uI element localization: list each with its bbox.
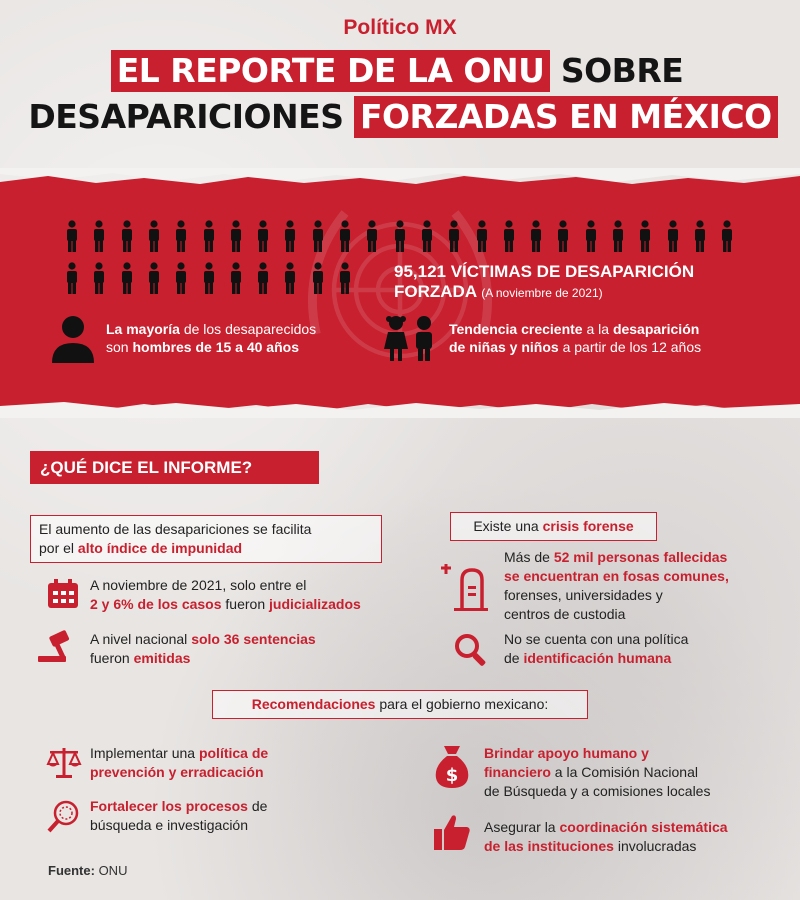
sentences-text-1: A nivel nacional [90,631,192,647]
rec2-text [90,797,267,835]
identification-text-2: de [504,650,524,666]
bodies-text-3: centros de custodia [504,606,626,622]
search-process-icon [46,798,82,834]
person-icon [365,220,379,252]
person-icon [174,220,188,252]
person-icon [475,220,489,252]
recommendations-text: para el gobierno mexicano: [375,696,549,712]
children-icon [380,313,440,363]
scales-icon [46,744,82,780]
forensic-text-1: Existe una [473,518,543,534]
rec1-strong-2: prevención y erradicación [90,764,264,780]
bodies-text-2: forenses, universidades y [504,587,663,603]
men-strong-1: La mayoría [106,321,180,337]
title-word-sobre: SOBRE [560,51,684,90]
brand-logo: Político MX [343,16,457,39]
person-icon [556,220,570,252]
section-title: ¿QUÉ DICE EL INFORME? [30,451,319,484]
person-icon [229,262,243,294]
judicial-strong-1: 2 y 6% de los casos [90,596,222,612]
men-stat [106,320,316,356]
person-icon [256,220,270,252]
forensic-box [450,512,657,541]
men-strong-2: hombres de 15 a 40 años [132,339,299,355]
rec4-text-1: Asegurar la [484,819,560,835]
man-bust-icon [50,313,96,363]
kids-strong-2: desaparición [612,321,700,337]
person-icon [202,262,216,294]
rec1-strong-1: política de [198,745,269,761]
victims-label-2: FORZADA [394,282,477,301]
rec2-text-2: búsqueda e investigación [90,817,249,833]
person-icon [311,262,325,294]
gavel-icon [36,630,82,664]
judicial-text [90,576,361,614]
bodies-text [504,548,729,624]
title-line-2 [0,96,800,138]
victims-number: 95,121 [394,262,446,281]
money-bag-icon [432,744,472,790]
person-icon [420,220,434,252]
judicial-text-2: fueron [221,596,270,612]
rec3-strong-2: financiero [484,764,551,780]
person-icon [147,262,161,294]
kids-text-2: a partir de los 12 años [558,339,702,355]
svg-text:$: $ [445,765,459,786]
men-text-1: de los desaparecidos [179,321,317,337]
person-icon [720,220,734,252]
calendar-icon [46,578,80,610]
rec4-strong-2: de las instituciones [484,838,614,854]
person-icon [65,262,79,294]
sentences-text-2: fueron [90,650,134,666]
rec3-text-2: de Búsqueda y a comisiones locales [484,783,711,799]
person-icon [283,262,297,294]
bodies-strong-2: se encuentran en fosas comunes, [504,568,729,584]
identification-text [504,630,688,668]
rec4-text [484,818,728,856]
person-icon [638,220,652,252]
sentences-text [90,630,316,668]
person-icon [693,220,707,252]
rec3-text-1: a la Comisión Nacional [550,764,698,780]
person-icon [393,220,407,252]
person-icon [529,220,543,252]
title-word-desapariciones: DESAPARICIONES [28,97,344,136]
source-label: Fuente: [48,863,95,878]
kids-stat [449,320,701,356]
bodies-text-1: Más de [504,549,554,565]
victims-stat [394,262,694,302]
rec4-text-2: involucradas [613,838,697,854]
person-icon [229,220,243,252]
person-icon [120,220,134,252]
rec3-strong-1: Brindar apoyo humano y [484,745,649,761]
rec1-text [90,744,268,782]
bodies-strong-1: 52 mil personas fallecidas [553,549,728,565]
judicial-strong-2: judicializados [269,596,361,612]
sentences-strong-1: solo 36 sentencias [191,631,316,647]
magnifier-icon [453,632,489,668]
person-icon [202,220,216,252]
kids-strong-3: de niñas y niños [449,339,559,355]
judicial-text-1: A noviembre de 2021, solo entre el [90,577,307,593]
person-icon [447,220,461,252]
person-icon [92,262,106,294]
person-icon [311,220,325,252]
person-icon [65,220,79,252]
source-value: ONU [94,863,128,878]
person-icon [256,262,270,294]
sentences-strong-2: emitidas [133,650,191,666]
grave-icon [440,560,490,612]
source-credit [48,863,127,878]
rec1-text-1: Implementar una [90,745,199,761]
title-line-1 [0,50,800,92]
recommendations-strong: Recomendaciones [251,696,376,712]
person-icon [92,220,106,252]
person-icon [283,220,297,252]
rec3-text [484,744,710,801]
impunity-strong: alto índice de impunidad [77,540,243,556]
identification-text-1: No se cuenta con una política [504,631,689,647]
kids-strong-1: Tendencia creciente [449,321,583,337]
victims-note: (A noviembre de 2021) [481,286,603,300]
forensic-strong: crisis forense [542,518,634,534]
person-icon [120,262,134,294]
men-text-2: son [106,339,133,355]
rec2-strong: Fortalecer los procesos [90,798,248,814]
person-icon [174,262,188,294]
person-icon [666,220,680,252]
person-icon [338,220,352,252]
thumbs-up-icon [432,812,472,852]
title-highlight-2: FORZADAS EN MÉXICO [354,96,778,138]
rec2-text-1: de [247,798,268,814]
person-icon [611,220,625,252]
victims-label: VÍCTIMAS DE DESAPARICIÓN [446,262,695,281]
person-icon [147,220,161,252]
person-icon [502,220,516,252]
impunity-text-2: por el [39,540,78,556]
person-icon [338,262,352,294]
rec4-strong-1: coordinación sistemática [559,819,728,835]
impunity-box [30,515,382,563]
identification-strong: identificación humana [523,650,672,666]
kids-text-1: a la [582,321,613,337]
title-highlight-1: EL REPORTE DE LA ONU [111,50,551,92]
person-icon [584,220,598,252]
recommendations-box [212,690,588,719]
impunity-text-1: El aumento de las desapariciones se facilita [39,521,312,537]
